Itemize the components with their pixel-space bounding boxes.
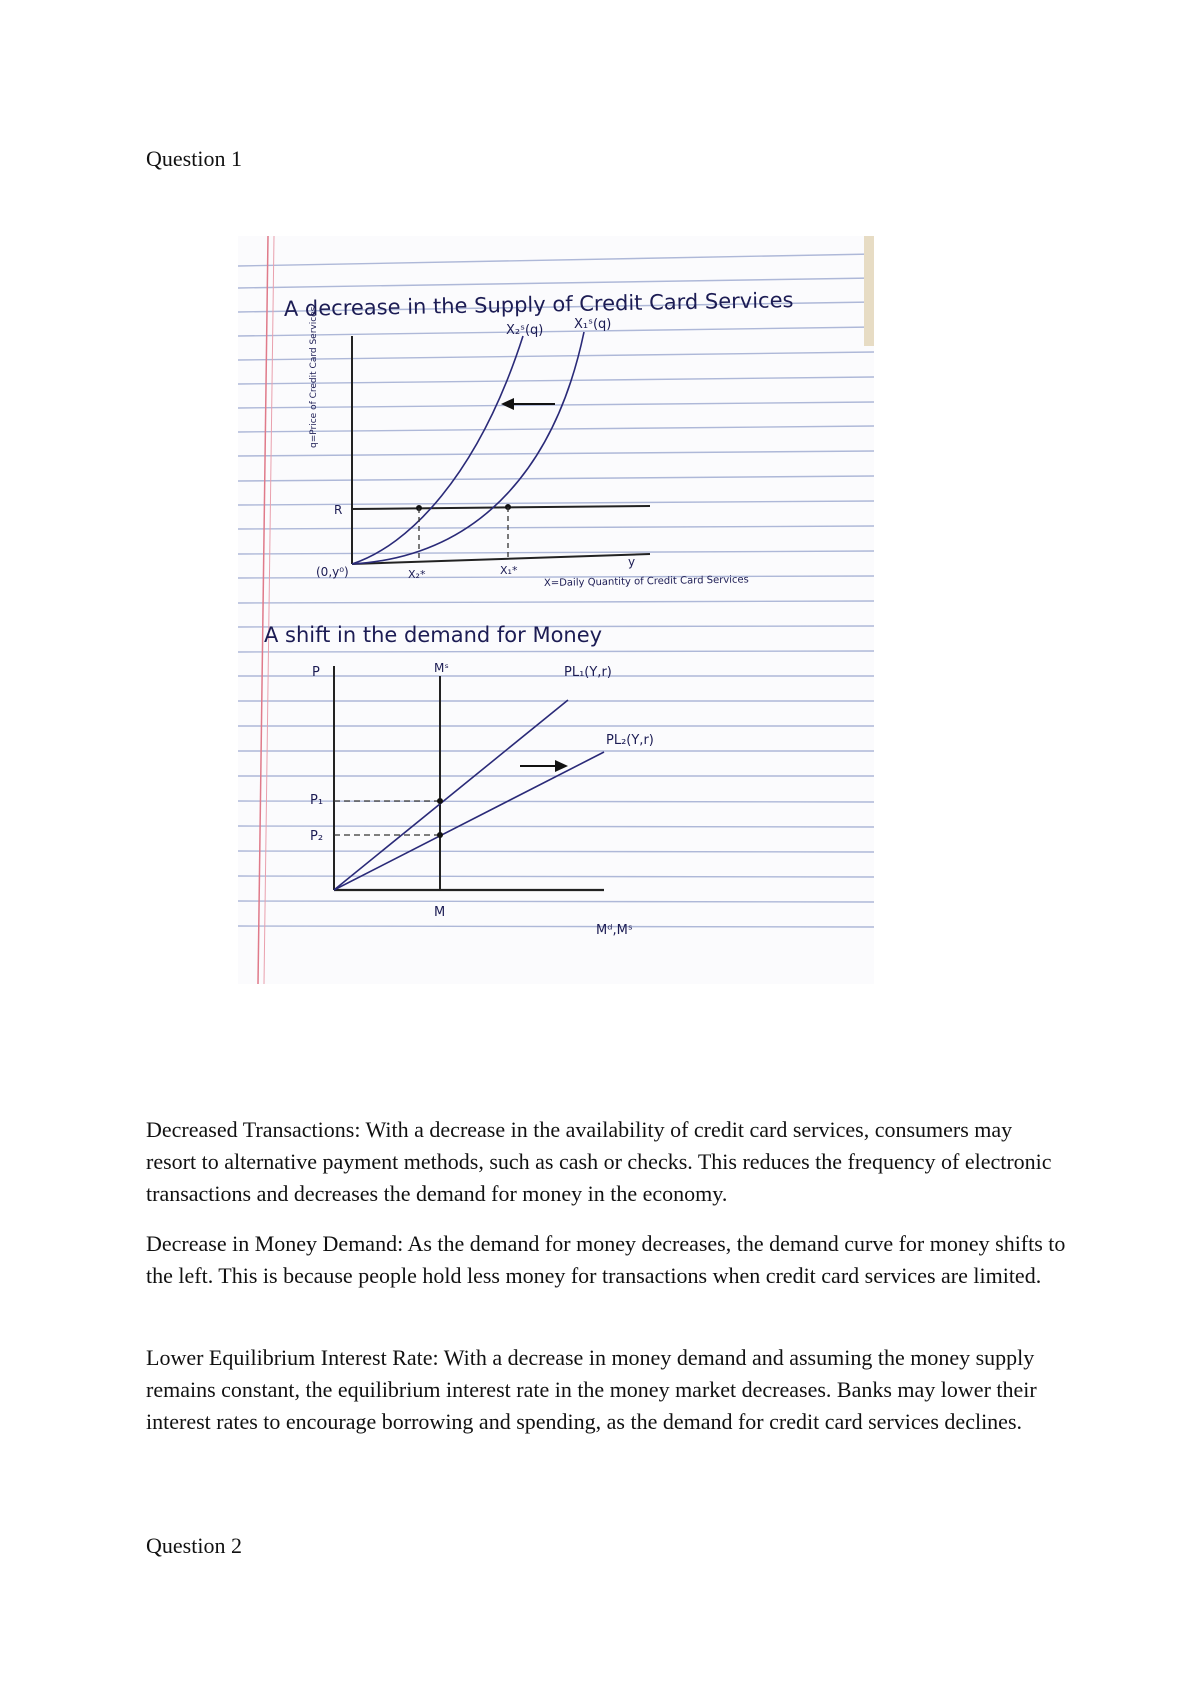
graph2-m-label: M — [434, 905, 446, 920]
graph2-p2-label: P₂ — [310, 829, 324, 844]
graph1-curve-label-old: X₁ˢ(q) — [574, 317, 612, 332]
graph2-x-axis-label: Mᵈ,Mˢ — [596, 923, 633, 938]
graph1-curve-label-new: X₂ˢ(q) — [506, 323, 544, 338]
graph1-y-label: y — [628, 555, 636, 569]
graph1-x2-label: X₂* — [408, 568, 426, 581]
graph2-equilibrium-2 — [437, 832, 443, 838]
graph2-p-axis-label: P — [312, 665, 320, 680]
graph2-curve2-label: PL₂(Y,r) — [606, 733, 654, 748]
graph2-ms-label: Mˢ — [434, 661, 449, 675]
graph2-equilibrium-1 — [437, 798, 443, 804]
graph1-x-axis-label: X=Daily Quantity of Credit Card Services — [543, 574, 749, 589]
notebook-photo — [238, 236, 874, 984]
graph1-title: A decrease in the Supply of Credit Card Services — [283, 288, 794, 321]
paragraph-lower-interest-rate: Lower Equilibrium Interest Rate: With a decrease in money demand and assuming the money supply remains constant, the equilibrium interest rate in the money market decreases. Banks may lower their interest rates to encourage borrowing and spending, as the demand for credit card services declines. — [146, 1345, 1037, 1434]
question-2-heading: Question 2 — [146, 1533, 242, 1558]
graph1-y-axis-label: q=Price of Credit Card Services — [309, 306, 319, 448]
paragraph-decrease-money-demand: Decrease in Money Demand: As the demand for money decreases, the demand curve for money shifts to the left. This is because people hold less money for transactions when credit card services are limited. — [146, 1231, 1066, 1288]
graph2-curve1-label: PL₁(Y,r) — [564, 665, 612, 680]
graph2-title: A shift in the demand for Money — [264, 623, 603, 647]
graph1-r-label: R — [334, 503, 343, 517]
graph1-x1-label: X₁* — [500, 564, 518, 577]
paragraph-decreased-transactions: Decreased Transactions: With a decrease in the availability of credit card services, consumers may resort to alternative payment methods, such as cash or checks. This reduces the frequency of electronic transactions and decreases the demand for money in the economy. — [146, 1117, 1052, 1206]
question-1-heading: Question 1 — [146, 146, 242, 171]
graph2-p1-label: P₁ — [310, 793, 324, 808]
graph1-origin-label: (0,y⁰) — [316, 565, 349, 579]
